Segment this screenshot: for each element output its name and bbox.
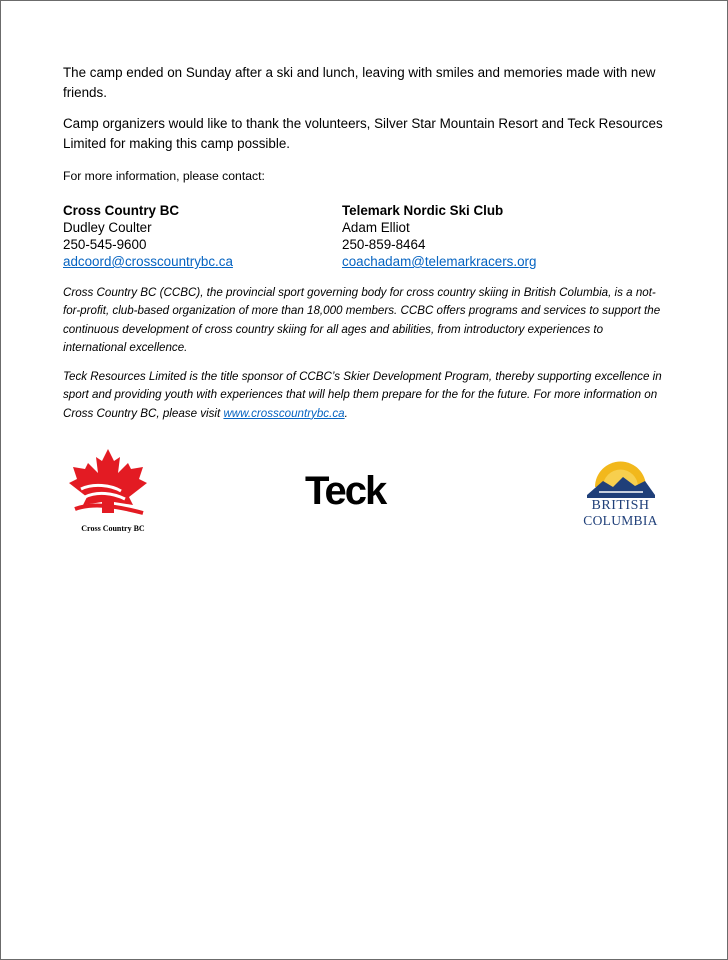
contact-email-link[interactable]: adcoord@crosscountrybc.ca xyxy=(63,254,233,269)
teck-logo: Teck xyxy=(305,469,386,513)
sponsor-logos xyxy=(1,447,727,547)
ccbc-logo-caption: Cross Country BC xyxy=(81,524,145,533)
cross-country-bc-logo xyxy=(63,447,153,537)
teck-sponsor-paragraph xyxy=(63,368,663,423)
bc-logo-text-line2: COLUMBIA xyxy=(583,513,658,528)
british-columbia-logo xyxy=(573,451,668,536)
contact-phone: 250-859-8464 xyxy=(342,237,426,252)
contact-telemark xyxy=(342,202,662,270)
thanks-paragraph: Camp organizers would like to thank the volunteers, Silver Star Mountain Resort and Teck Resources Limited for making this camp possible. xyxy=(63,116,663,151)
sunrise-mountain-icon xyxy=(573,451,668,499)
contact-org: Telemark Nordic Ski Club xyxy=(342,203,504,218)
teck-sponsor-end: . xyxy=(344,406,348,420)
contact-email-link[interactable]: coachadam@telemarkracers.org xyxy=(342,254,537,269)
maple-leaf-icon xyxy=(63,447,153,527)
contact-intro: For more information, please contact: xyxy=(63,169,265,183)
contact-person: Dudley Coulter xyxy=(63,220,152,235)
contact-org: Cross Country BC xyxy=(63,203,180,218)
ccbc-about-paragraph: Cross Country BC (CCBC), the provincial sport governing body for cross country skiing in British Columbia, is a not-for-profit, club-based organization of more than 18,000 members. CCBC offers programs and services to support the continuous development of cross country skiing for all ages and abilities, from introductory experiences to international excellence. xyxy=(63,286,661,354)
website-link[interactable]: www.crosscountrybc.ca xyxy=(223,406,345,420)
document-body xyxy=(63,63,663,423)
contact-phone: 250-545-9600 xyxy=(63,237,147,252)
bc-logo-text-line1: BRITISH xyxy=(591,498,650,513)
teck-sponsor-text: Teck Resources Limited is the title sponsor of CCBC’s Skier Development Program, thereby supporting excellence in sport and providing youth with experiences that will help them prepare for the for the future. For more information on Cross Country BC, please visit xyxy=(63,370,662,420)
contact-person: Adam Elliot xyxy=(342,220,410,235)
contacts-block xyxy=(63,202,663,270)
closing-paragraph: The camp ended on Sunday after a ski and lunch, leaving with smiles and memories made with new friends. xyxy=(63,65,656,100)
contact-ccbc xyxy=(63,202,342,270)
